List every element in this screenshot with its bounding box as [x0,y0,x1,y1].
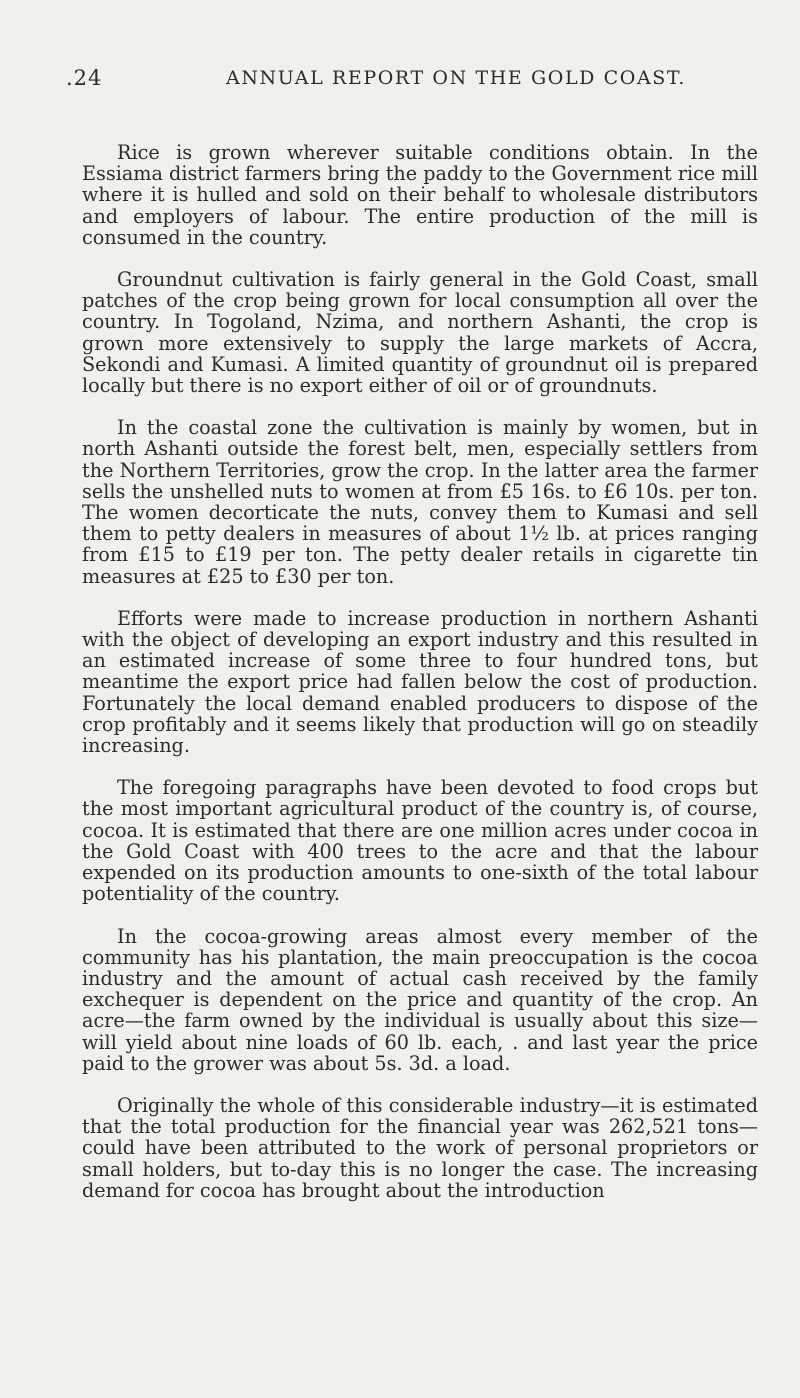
page-header [66,66,756,96]
paragraph-groundnut-cultivation: Groundnut cultivation is fairly general in the Gold Coast, small patches of the crop being grown for local consumption all over the country. In Togoland, Nzima, and northern Ashanti, the crop is grown more extensively to supply the large markets of Accra, Sekondi and Kumasi. A limited quantity of groundnut oil is prepared locally but there is no export either of oil or of groundnuts. [82,268,758,398]
paragraph-coastal-zone: In the coastal zone the cultivation is mainly by women, but in north Ashanti outside the forest belt, men, especially settlers from the Northern Territories, grow the crop. In the latter area the farmer sells the unshelled nuts to women at from £5 16s. to £6 10s. per ton. The women decorticate the nuts, convey them to Kumasi and sell them to petty dealers in measures of about 1½ lb. at prices ranging from £15 to £19 per ton. The petty dealer retails in cigarette tin measures at £25 to £30 per ton. [82,416,758,588]
paragraph-rice: Rice is grown wherever suitable conditions obtain. In the Essiama district farmers bring the paddy to the Government rice mill where it is hulled and sold on their behalf to wholesale distributors and employers of labour. The entire production of the mill is consumed in the country. [82,141,758,249]
running-title: ANNUAL REPORT ON THE GOLD COAST. [226,67,687,89]
paragraph-export-efforts: Efforts were made to increase production in northern Ashanti with the object of developing an export industry and this resulted in an estimated increase of some three to four hundred tons, but meantime the export price had fallen below the cost of production. Fortunately the local demand enabled producers to dispose of the crop profitably and it seems likely that production will go on steadily increasing. [82,606,758,758]
body-text [82,142,758,1201]
paragraph-cocoa-industry-origins: Originally the whole of this considerable industry—it is estimated that the total production for the financial year was 262,521 tons—could have been attributed to the work of personal proprietors or small holders, but to-day this is no longer the case. The increasing demand for cocoa has brought about the introduction [82,1093,758,1202]
paragraph-cocoa-growing-areas: In the cocoa-growing areas almost every member of the community has his plantation, the main preoccupation is the cocoa industry and the amount of actual cash received by the family exchequer is dependent on the price and quantity of the crop. An acre—the farm owned by the individual is usually about this size—will yield about nine loads of 60 lb. each, . and last year the price paid to the grower was about 5s. 3d. a load. [82,924,758,1075]
page-number: .24 [66,66,103,90]
paragraph-cocoa-importance: The foregoing paragraphs have been devoted to food crops but the most important agricultural product of the country is, of course, cocoa. It is estimated that there are one million acres under cocoa in the Gold Coast with 400 trees to the acre and that the labour expended on its production amounts to one-sixth of the total labour potentiality of the country. [82,776,758,906]
